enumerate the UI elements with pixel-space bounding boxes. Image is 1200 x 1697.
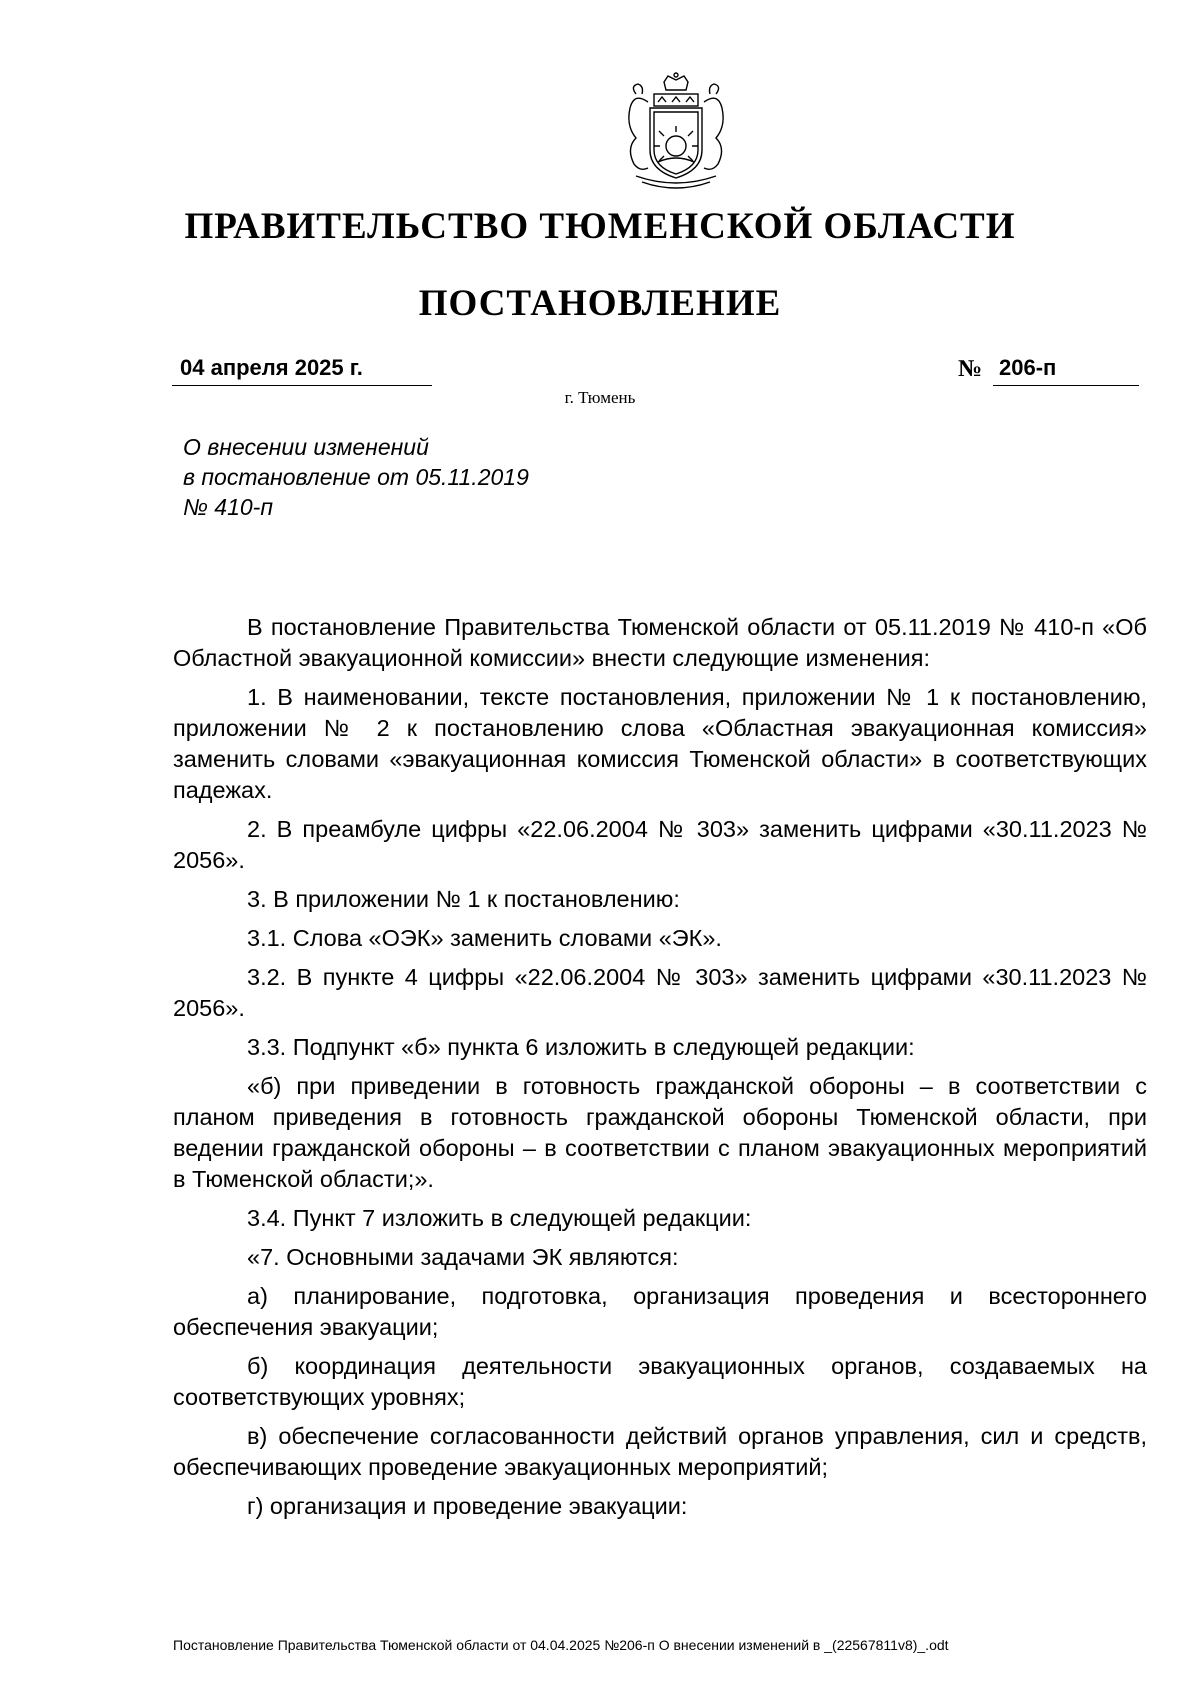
body-paragraph: 3.3. Подпункт «б» пункта 6 изложить в следующей редакции: [247, 1034, 915, 1060]
coat-of-arms-emblem [596, 72, 756, 192]
document-type: ПОСТАНОВЛЕНИЕ [418, 283, 782, 324]
body-paragraph: б) координация деятельности эвакуационных органов, создаваемых на соответствующих уровнях; [173, 1353, 1147, 1410]
document-footer: Постановление Правительства Тюменской области от 04.04.2025 №206-п О внесении изменений в _(22567811v8)_.odt [173, 1637, 949, 1653]
body-paragraph: «б) при приведении в готовность гражданской обороны – в соответствии с планом приведения в готовность гражданской обороны Тюменской области, при ведении гражданской обороны – в соответствии с планом эвакуационных мероприятий в Тюменской области;». [173, 1073, 1147, 1192]
body-paragraph: В постановление Правительства Тюменской области от 05.11.2019 № 410-п «Об Областной эвакуационной комиссии» внести следующие изменения: [173, 614, 1147, 671]
document-body [173, 612, 1147, 1530]
city-name: г. Тюмень [564, 388, 636, 407]
body-paragraph: в) обеспечение согласованности действий органов управления, сил и средств, обеспечивающих проведение эвакуационных мероприятий; [173, 1423, 1147, 1480]
body-paragraph: 3. В приложении № 1 к постановлению: [247, 886, 680, 912]
document-date: 04 апреля 2025 г. [180, 355, 363, 380]
body-paragraph: а) планирование, подготовка, организация проведения и всестороннего обеспечения эвакуации; [173, 1283, 1147, 1340]
date-field [172, 355, 432, 386]
document-subject [183, 432, 529, 522]
number-label: № [958, 356, 983, 382]
body-paragraph: г) организация и проведение эвакуации: [247, 1493, 688, 1519]
body-paragraph: 1. В наименовании, тексте постановления, приложении № 1 к постановлению, приложении № 2 к постановлению слова «Областная эвакуационная комиссия» заменить словами «эвакуационная комиссия Тюменской области» в соответствующих падежах. [173, 684, 1147, 803]
subject-line: в постановление от 05.11.2019 [183, 464, 529, 490]
number-field [993, 355, 1139, 386]
body-paragraph: 3.4. Пункт 7 изложить в следующей редакции: [247, 1205, 752, 1231]
body-paragraph: «7. Основными задачами ЭК являются: [247, 1244, 679, 1270]
body-paragraph: 3.2. В пункте 4 цифры «22.06.2004 № 303» заменить цифрами «30.11.2023 № 2056». [173, 964, 1147, 1021]
body-paragraph: 3.1. Слова «ОЭК» заменить словами «ЭК». [247, 925, 722, 951]
subject-line: № 410-п [183, 494, 273, 520]
government-name: ПРАВИТЕЛЬСТВО ТЮМЕНСКОЙ ОБЛАСТИ [184, 206, 1016, 247]
body-paragraph: 2. В преамбуле цифры «22.06.2004 № 303» заменить цифрами «30.11.2023 № 2056». [173, 816, 1147, 873]
subject-line: О внесении изменений [183, 434, 429, 460]
document-number: 206-п [999, 355, 1057, 380]
